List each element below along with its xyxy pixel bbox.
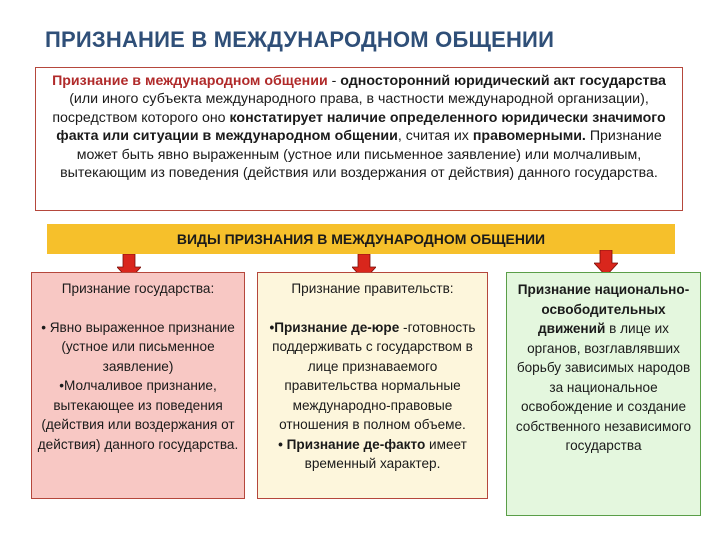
card-bullet-tacit: •Молчаливое признание, вытекающее из поведения (действия или воздержания от действия) данного государства. [37,378,239,452]
card-bullet-de-jure [262,318,483,435]
card-government-recognition [257,272,488,499]
card-heading: Признание правительств: [291,281,454,296]
definition-sep: - [327,73,341,89]
definition-part-5: , считая их [397,128,473,145]
definition-term: Признание в международном общении [52,73,328,89]
definition-part-7: Признание может быть явно выраженным (устное или письменное заявление) или молчаливым, вытекающим из поведения (действия или воздержания от действия) данного государства. [60,128,662,182]
de-jure-label: •Признание де-юре [269,319,400,335]
definition-part-3: (или иного субъекта международного права, в частности международной организации), посредством которого оно [52,91,649,126]
de-facto-text: имеет временный характер. [304,436,467,471]
card-bullet-explicit: • Явно выраженное признание (устное или письменное заявление) [41,319,235,374]
types-banner: ВИДЫ ПРИЗНАНИЯ В МЕЖДУНАРОДНОМ ОБЩЕНИИ [47,224,675,254]
definition-part-4: констатирует наличие определенного юридически значимого факта или ситуации в международном общении [56,109,666,145]
de-facto-label: • Признание де-факто [278,436,426,452]
definition-part-2: государства [579,73,666,89]
card-bullet-de-facto [262,435,483,474]
card-liberation-movements [506,272,701,516]
de-jure-text: -готовность поддерживать с государством в лице признаваемого правительства нормальные международно-правовые отношения в полном объеме. [272,319,476,432]
page-title: ПРИЗНАНИЕ В МЕЖДУНАРОДНОМ ОБЩЕНИИ [45,27,555,52]
definition-part-6: правомерными. [472,128,586,145]
card-text: в лице их органов, возглавлявших борьбу зависимых народов за национальное освобождение и создание собственного независимого государства [515,321,692,453]
card-state-recognition [31,272,245,499]
definition-part-1: односторонний юридический акт [340,73,576,89]
card-heading: Признание национально-освободительных движений [517,282,690,336]
definition-box [35,67,683,211]
card-heading: Признание государства: [61,281,215,296]
